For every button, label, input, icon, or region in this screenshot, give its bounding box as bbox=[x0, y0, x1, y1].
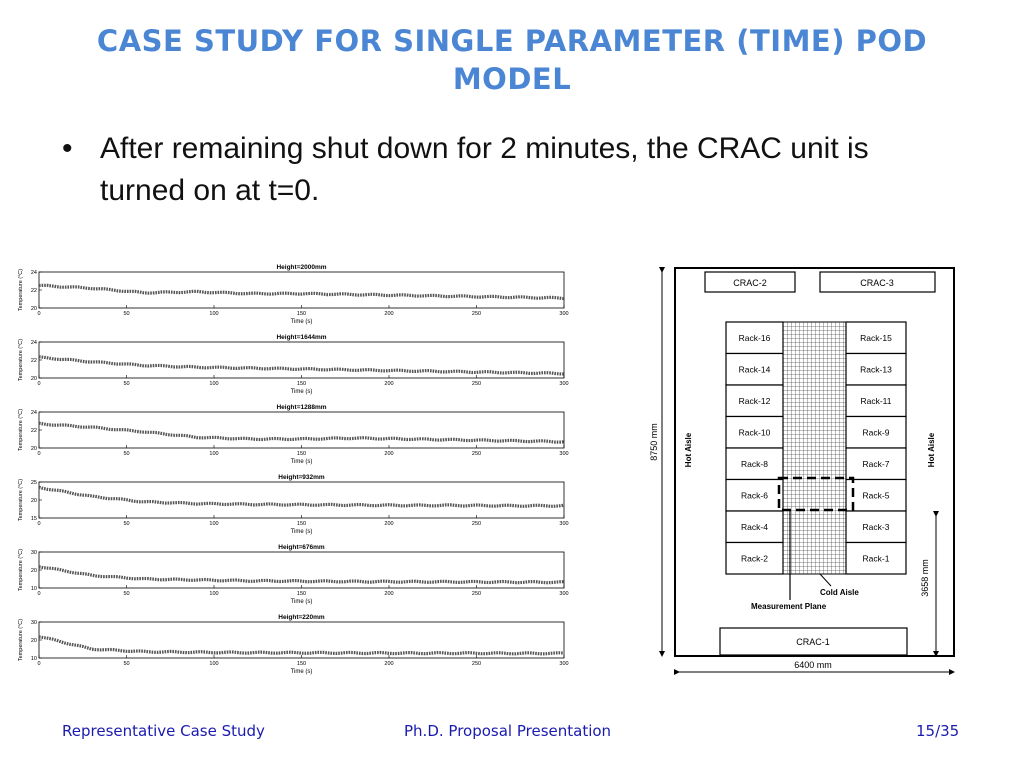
rack-label: Rack-1 bbox=[862, 553, 890, 564]
x-tick-label: 0 bbox=[37, 591, 41, 597]
footer-left: Representative Case Study bbox=[62, 722, 265, 740]
title-line-1: CASE STUDY FOR SINGLE PARAMETER (TIME) POD bbox=[96, 24, 928, 58]
x-tick-label: 50 bbox=[123, 451, 130, 457]
rack-box bbox=[726, 322, 783, 354]
y-axis-label: Temperature (°C) bbox=[18, 618, 24, 662]
x-tick-label: 250 bbox=[471, 311, 482, 317]
rack-box bbox=[846, 385, 906, 417]
rack-box bbox=[726, 511, 783, 543]
rack-label: Rack-4 bbox=[741, 521, 768, 532]
x-tick-label: 0 bbox=[37, 451, 41, 457]
y-tick-label: 20 bbox=[30, 376, 37, 382]
y-tick-label: 20 bbox=[30, 638, 37, 644]
x-axis-label: Time (s) bbox=[290, 599, 313, 605]
x-axis-label: Time (s) bbox=[290, 669, 313, 675]
y-tick-label: 25 bbox=[30, 480, 37, 486]
y-tick-label: 22 bbox=[30, 288, 37, 294]
rack-box bbox=[726, 354, 783, 386]
height-dimension-label: 8750 mm bbox=[649, 423, 659, 461]
y-axis-label: Temperature (°C) bbox=[18, 548, 24, 592]
width-dimension-label: 6400 mm bbox=[794, 660, 832, 670]
x-tick-label: 100 bbox=[209, 311, 219, 317]
x-tick-label: 50 bbox=[123, 661, 130, 667]
footer-center: Ph.D. Proposal Presentation bbox=[404, 722, 612, 740]
rack-box bbox=[846, 322, 906, 354]
x-tick-label: 100 bbox=[209, 451, 219, 457]
x-tick-label: 200 bbox=[384, 311, 394, 317]
rack-box bbox=[726, 480, 783, 512]
x-tick-label: 150 bbox=[296, 381, 307, 387]
x-tick-label: 150 bbox=[296, 311, 307, 317]
x-axis-label: Time (s) bbox=[290, 319, 313, 325]
y-tick-label: 24 bbox=[30, 270, 37, 276]
rack-label: Rack-6 bbox=[741, 490, 768, 501]
rack-box bbox=[726, 543, 783, 575]
rack-box bbox=[846, 480, 906, 512]
x-tick-label: 250 bbox=[471, 381, 482, 387]
crac-3-label: CRAC-3 bbox=[860, 278, 894, 288]
x-tick-label: 250 bbox=[471, 661, 482, 667]
y-tick-label: 20 bbox=[30, 498, 37, 504]
right-rack-column bbox=[846, 322, 906, 574]
rack-label: Rack-11 bbox=[860, 395, 892, 406]
x-tick-label: 100 bbox=[209, 521, 219, 527]
x-tick-label: 200 bbox=[384, 521, 394, 527]
plot-panel bbox=[18, 474, 569, 535]
x-tick-label: 300 bbox=[559, 311, 569, 317]
footer-page-number: 15/35 bbox=[916, 722, 960, 740]
x-tick-label: 150 bbox=[296, 521, 307, 527]
plot-panel bbox=[18, 544, 569, 605]
y-tick-label: 15 bbox=[30, 516, 37, 522]
panel-title: Height=1288mm bbox=[276, 404, 327, 411]
panel-title: Height=1644mm bbox=[276, 334, 327, 341]
crac-1-unit bbox=[720, 628, 907, 655]
rack-box bbox=[846, 511, 906, 543]
partial-dimension-label: 3658 mm bbox=[920, 559, 930, 597]
x-tick-label: 50 bbox=[123, 591, 130, 597]
x-tick-label: 200 bbox=[384, 661, 394, 667]
title-line-2: MODEL bbox=[452, 62, 572, 96]
x-axis-label: Time (s) bbox=[290, 459, 313, 465]
rack-box bbox=[726, 385, 783, 417]
y-tick-label: 20 bbox=[30, 306, 37, 312]
cold-aisle-grid bbox=[783, 322, 846, 574]
x-tick-label: 250 bbox=[471, 521, 482, 527]
crac-2-label: CRAC-2 bbox=[733, 278, 767, 288]
x-tick-label: 150 bbox=[296, 661, 307, 667]
crac-1-label: CRAC-1 bbox=[796, 637, 830, 647]
hot-aisle-left-label: Hot Aisle bbox=[684, 432, 693, 468]
x-tick-label: 0 bbox=[37, 311, 41, 317]
x-tick-label: 250 bbox=[471, 451, 482, 457]
rack-label: Rack-8 bbox=[741, 458, 768, 469]
y-tick-label: 24 bbox=[30, 340, 37, 346]
x-tick-label: 150 bbox=[296, 451, 307, 457]
crac-2-unit bbox=[705, 272, 795, 292]
x-tick-label: 0 bbox=[37, 521, 41, 527]
rack-label: Rack-5 bbox=[862, 490, 890, 501]
rack-box bbox=[726, 417, 783, 449]
panel-title: Height=676mm bbox=[278, 544, 325, 551]
y-tick-label: 10 bbox=[30, 586, 37, 592]
rack-label: Rack-16 bbox=[738, 332, 771, 343]
panel-frame bbox=[39, 482, 564, 518]
y-axis-label: Temperature (°C) bbox=[18, 268, 24, 312]
rack-label: Rack-12 bbox=[738, 395, 771, 406]
rack-label: Rack-15 bbox=[860, 332, 892, 343]
x-tick-label: 50 bbox=[123, 311, 130, 317]
x-tick-label: 50 bbox=[123, 521, 130, 527]
y-tick-label: 10 bbox=[30, 656, 37, 662]
crac-3-unit bbox=[820, 272, 935, 292]
rack-box bbox=[846, 354, 906, 386]
rack-label: Rack-10 bbox=[738, 427, 771, 438]
rack-label: Rack-2 bbox=[741, 553, 768, 564]
y-axis-label: Temperature (°C) bbox=[18, 408, 24, 452]
plot-panel bbox=[18, 334, 569, 395]
rack-label: Rack-9 bbox=[862, 427, 890, 438]
y-tick-label: 30 bbox=[30, 620, 37, 626]
left-rack-column bbox=[726, 322, 783, 574]
y-tick-label: 24 bbox=[30, 410, 37, 416]
x-tick-label: 250 bbox=[471, 591, 482, 597]
x-tick-label: 300 bbox=[559, 661, 569, 667]
data-center-layout-diagram bbox=[643, 262, 965, 682]
plot-panel bbox=[18, 264, 569, 325]
x-tick-label: 150 bbox=[296, 591, 307, 597]
y-axis-label: Temperature (°C) bbox=[18, 478, 24, 522]
rack-label: Rack-7 bbox=[862, 458, 890, 469]
y-tick-label: 22 bbox=[30, 358, 37, 364]
y-axis-label: Temperature (°C) bbox=[18, 338, 24, 382]
y-tick-label: 20 bbox=[30, 446, 37, 452]
y-tick-label: 20 bbox=[30, 568, 37, 574]
cold-aisle-pointer bbox=[820, 574, 831, 586]
temperature-plots bbox=[14, 257, 574, 682]
x-tick-label: 100 bbox=[209, 381, 219, 387]
x-tick-label: 300 bbox=[559, 591, 569, 597]
x-tick-label: 300 bbox=[559, 521, 569, 527]
panel-title: Height=2000mm bbox=[276, 264, 327, 271]
rack-label: Rack-14 bbox=[738, 364, 771, 375]
rack-box bbox=[726, 448, 783, 480]
panel-title: Height=932mm bbox=[278, 474, 325, 481]
x-tick-label: 100 bbox=[209, 591, 219, 597]
x-tick-label: 0 bbox=[37, 381, 41, 387]
plot-panel bbox=[18, 404, 569, 465]
rack-label: Rack-13 bbox=[860, 364, 892, 375]
cold-aisle-label: Cold Aisle bbox=[820, 588, 859, 597]
bullet-dot-icon: • bbox=[62, 132, 73, 165]
x-tick-label: 300 bbox=[559, 381, 569, 387]
rack-box bbox=[846, 417, 906, 449]
y-tick-label: 30 bbox=[30, 550, 37, 556]
panel-frame bbox=[39, 622, 564, 658]
slide-title bbox=[0, 22, 1024, 98]
x-axis-label: Time (s) bbox=[290, 529, 313, 535]
x-tick-label: 100 bbox=[209, 661, 219, 667]
bullet-text: After remaining shut down for 2 minutes, the CRAC unit is turned on at t=0. bbox=[100, 132, 869, 207]
x-tick-label: 0 bbox=[37, 661, 41, 667]
x-axis-label: Time (s) bbox=[290, 389, 313, 395]
hot-aisle-right-label: Hot Aisle bbox=[927, 432, 936, 468]
x-tick-label: 200 bbox=[384, 591, 394, 597]
panel-title: Height=220mm bbox=[278, 614, 325, 621]
rack-box bbox=[846, 543, 906, 575]
x-tick-label: 200 bbox=[384, 381, 394, 387]
x-tick-label: 50 bbox=[123, 381, 130, 387]
plot-panel bbox=[18, 614, 569, 675]
rack-box bbox=[846, 448, 906, 480]
bullet-item bbox=[62, 128, 962, 212]
rack-label: Rack-3 bbox=[862, 521, 890, 532]
x-tick-label: 300 bbox=[559, 451, 569, 457]
measurement-plane-label: Measurement Plane bbox=[751, 602, 827, 611]
x-tick-label: 200 bbox=[384, 451, 394, 457]
y-tick-label: 22 bbox=[30, 428, 37, 434]
